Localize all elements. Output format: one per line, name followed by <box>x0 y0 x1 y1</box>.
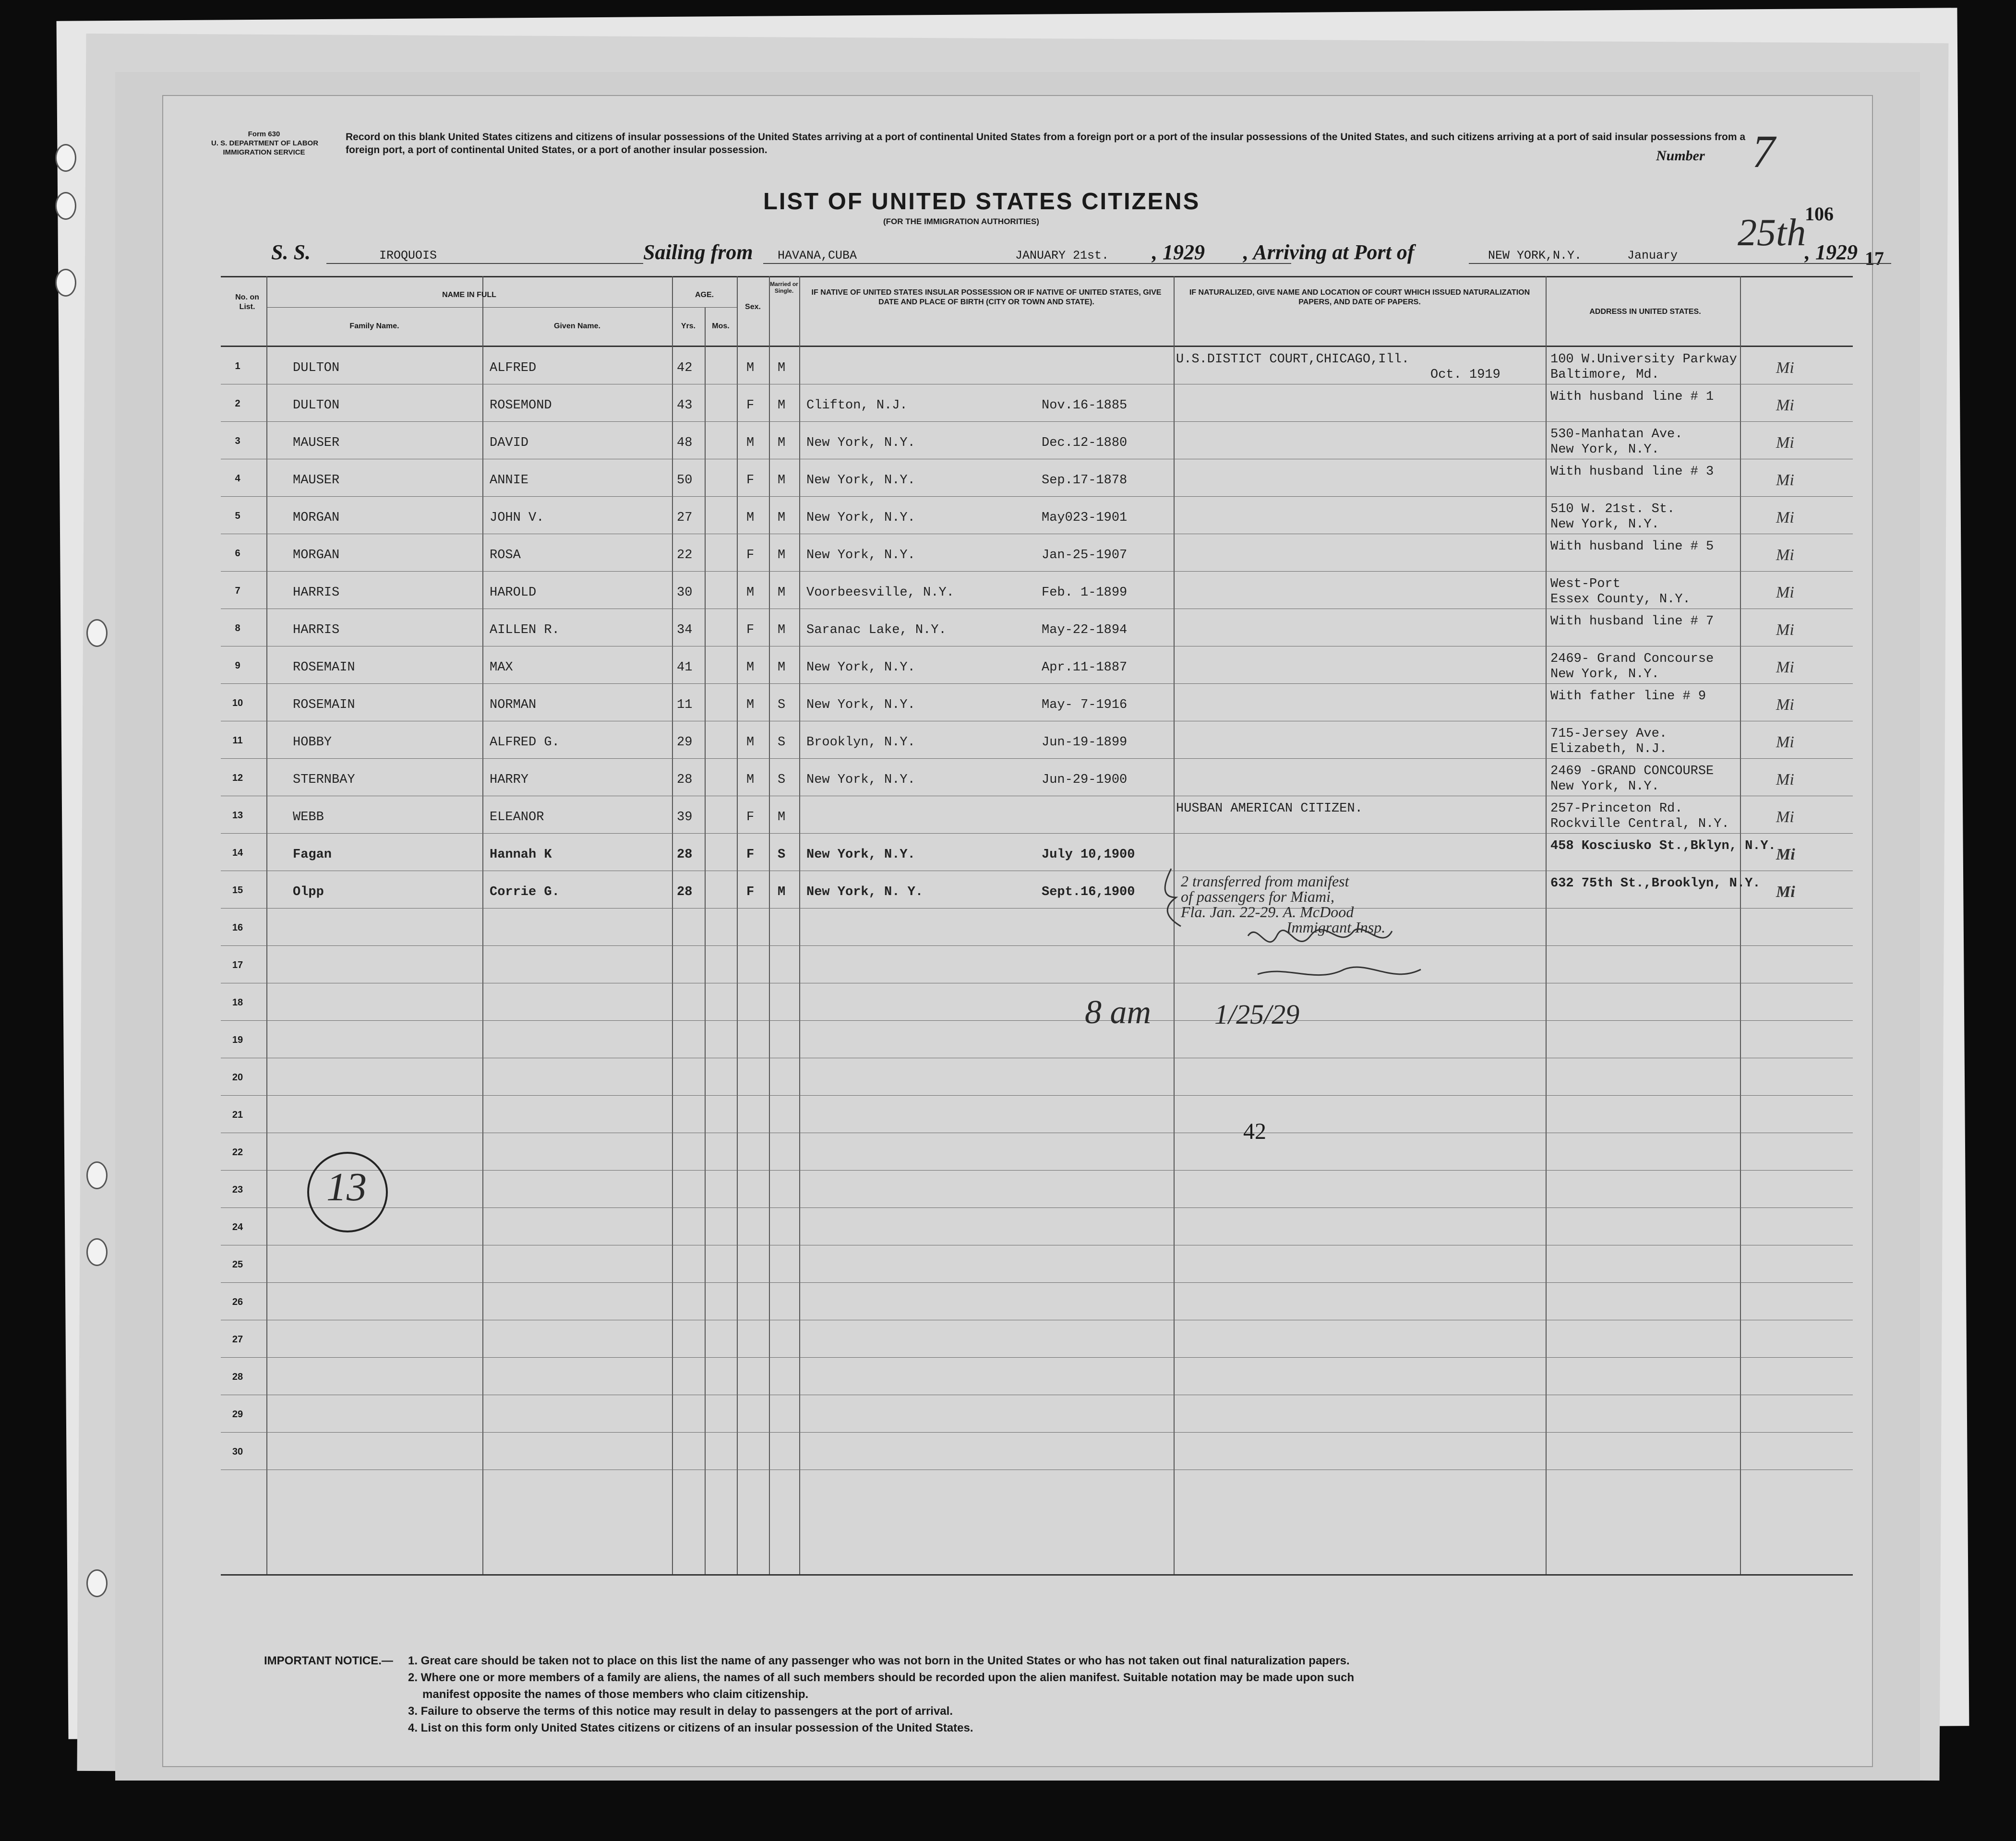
cell-addr1: 632 75th St.,Brooklyn, N.Y. <box>1550 876 1761 891</box>
cell-family: DULTON <box>293 398 340 413</box>
cell-age: 50 <box>677 473 693 488</box>
edge-number: 17 <box>1865 248 1884 269</box>
arriving-month: January <box>1627 249 1678 263</box>
cell-no: 6 <box>235 548 240 559</box>
cell-no: 10 <box>232 698 243 708</box>
cell-mark: Mi <box>1776 846 1795 863</box>
cell-addr2: Rockville Central, N.Y. <box>1550 817 1729 831</box>
sailing-date: JANUARY 21st. <box>1015 249 1109 263</box>
cell-no: 15 <box>232 885 243 896</box>
empty-row-number: 18 <box>232 997 243 1008</box>
empty-row-number: 27 <box>232 1334 243 1345</box>
center-number: 42 <box>1243 1119 1266 1144</box>
cell-age: 29 <box>677 735 693 750</box>
notice-item: manifest opposite the names of those members who claim citizenship. <box>422 1688 809 1701</box>
cell-age: 30 <box>677 586 693 600</box>
empty-row-number: 28 <box>232 1372 243 1382</box>
cell-place: New York, N.Y. <box>806 660 915 675</box>
cell-addr1: With husband line # 5 <box>1550 539 1714 554</box>
cell-mark: Mi <box>1776 658 1794 676</box>
cell-mark: Mi <box>1776 509 1794 526</box>
empty-row-number: 24 <box>232 1222 243 1232</box>
cell-ms: M <box>778 885 786 899</box>
department: U. S. DEPARTMENT OF LABOR <box>211 139 319 147</box>
table-bottom-border <box>221 1574 1853 1576</box>
cell-place: New York, N.Y. <box>806 473 915 488</box>
binder-hole <box>55 192 76 220</box>
notice-item: 2. Where one or more members of a family are aliens, the names of all such members should be recorded upon the alien manifest. Suitable notation may be made upon such <box>408 1671 1355 1684</box>
row-rule <box>221 833 1853 834</box>
row-rule <box>221 1095 1853 1096</box>
cell-date: Feb. 1-1899 <box>1042 586 1128 600</box>
cell-date: May- 7-1916 <box>1042 698 1128 712</box>
col-header-age: AGE. <box>695 291 714 299</box>
cell-mark: Mi <box>1776 733 1794 751</box>
cell-mark: Mi <box>1776 546 1794 564</box>
cell-date: Jun-29-1900 <box>1042 773 1128 787</box>
date-note: 1/25/29 <box>1214 999 1300 1030</box>
cell-age: 41 <box>677 660 693 675</box>
cell-sex: M <box>746 660 755 675</box>
cell-age: 22 <box>677 548 693 562</box>
cell-given: MAX <box>490 660 513 675</box>
cell-family: DULTON <box>293 361 340 375</box>
cell-ms: S <box>778 848 786 862</box>
cell-age: 11 <box>677 698 693 712</box>
cell-no: 7 <box>235 586 240 596</box>
ship-name: IROQUOIS <box>379 249 437 263</box>
cell-ms: S <box>778 773 786 787</box>
sailing-underline <box>763 263 1291 264</box>
row-rule <box>221 1282 1853 1283</box>
cell-place: New York, N.Y. <box>806 773 915 787</box>
cell-given: NORMAN <box>490 698 537 712</box>
cell-mark: Mi <box>1776 621 1794 639</box>
cell-family: Fagan <box>293 848 332 862</box>
cell-nat2: Oct. 1919 <box>1430 368 1500 382</box>
row-rule <box>221 1020 1853 1021</box>
cell-age: 28 <box>677 848 693 862</box>
ss-label: S. S. <box>271 240 311 264</box>
col-header-mos: Mos. <box>712 322 730 330</box>
col-header-native: IF NATIVE OF UNITED STATES INSULAR POSSESSION OR IF NATIVE OF UNITED STATES, GIVE DATE AND PLACE OF BIRTH (CITY OR TOWN AND STATE). <box>811 288 1162 306</box>
binder-hole <box>86 1161 108 1189</box>
cell-mark: Mi <box>1776 434 1794 452</box>
cell-sex: M <box>746 773 755 787</box>
cell-addr1: 257-Princeton Rd. <box>1550 801 1683 816</box>
cell-nat1: HUSBAN AMERICAN CITIZEN. <box>1176 801 1363 816</box>
cell-addr1: With husband line # 1 <box>1550 390 1714 404</box>
cell-given: Corrie G. <box>490 885 560 899</box>
arriving-day: 25th <box>1738 212 1806 254</box>
cell-addr1: 715-Jersey Ave. <box>1550 727 1668 741</box>
cell-family: HARRIS <box>293 623 340 637</box>
transfer-note-line: 2 transferred from manifest <box>1181 873 1349 890</box>
col-header-sex: Sex. <box>745 303 761 311</box>
cell-addr2: New York, N.Y. <box>1550 517 1659 532</box>
cell-family: HOBBY <box>293 735 332 750</box>
cell-age: 28 <box>677 885 693 899</box>
row-rule <box>221 1170 1853 1171</box>
cell-addr1: 510 W. 21st. St. <box>1550 502 1675 516</box>
cell-place: New York, N.Y. <box>806 848 915 862</box>
empty-row-number: 29 <box>232 1409 243 1420</box>
cell-given: ROSA <box>490 548 521 562</box>
cell-family: MAUSER <box>293 473 340 488</box>
empty-row-number: 19 <box>232 1035 243 1045</box>
transfer-note-line: Immigrant Insp. <box>1286 919 1386 936</box>
record-instructions: Record on this blank United States citizens and citizens of insular possessions of the United States arriving at a port of continental United States from a foreign port or a port of the insular possessions of the United States, and such citizens arriving at a port of said insular possessions from a foreign port, a port of continental United States, or a port of another insular possession. <box>346 132 1746 155</box>
cell-family: HARRIS <box>293 586 340 600</box>
cell-addr2: Elizabeth, N.J. <box>1550 742 1668 756</box>
row-rule <box>221 1357 1853 1358</box>
cell-mark: Mi <box>1776 471 1794 489</box>
cell-addr1: 2469- Grand Concourse <box>1550 652 1714 666</box>
cell-addr2: Baltimore, Md. <box>1550 368 1659 382</box>
cell-place: New York, N.Y. <box>806 436 915 450</box>
cell-family: STERNBAY <box>293 773 355 787</box>
number-label: Number <box>1656 148 1705 164</box>
empty-row-number: 21 <box>232 1110 243 1120</box>
cell-place: Saranac Lake, N.Y. <box>806 623 947 637</box>
row-rule <box>221 1207 1853 1208</box>
cell-addr1: With husband line # 3 <box>1550 465 1714 479</box>
col-header-married: Married or Single. <box>770 281 798 294</box>
cell-no: 9 <box>235 660 240 671</box>
row-rule <box>221 683 1853 684</box>
col-header-name: NAME IN FULL <box>442 291 496 299</box>
row-rule <box>221 758 1853 759</box>
cell-nat1: U.S.DISTICT COURT,CHICAGO,Ill. <box>1176 352 1410 367</box>
cell-sex: M <box>746 735 755 750</box>
cell-addr1: 100 W.University Parkway <box>1550 352 1737 367</box>
year-arriving: , 1929 <box>1805 240 1858 264</box>
transfer-note-line: of passengers for Miami, <box>1181 888 1334 905</box>
notice-item: 1. Great care should be taken not to place on this list the name of any passenger who was not born in the United States or who has not taken out final naturalization papers. <box>408 1654 1350 1667</box>
cell-no: 3 <box>235 436 240 446</box>
circled-number: 13 <box>326 1165 367 1209</box>
col-header-address: ADDRESS IN UNITED STATES. <box>1589 308 1701 316</box>
cell-date: Nov.16-1885 <box>1042 398 1128 413</box>
cell-age: 43 <box>677 398 693 413</box>
cell-sex: F <box>746 398 755 413</box>
cell-addr1: 530-Manhatan Ave. <box>1550 427 1683 442</box>
cell-sex: F <box>746 623 755 637</box>
row-rule <box>221 571 1853 572</box>
service: IMMIGRATION SERVICE <box>223 148 305 156</box>
cell-sex: M <box>746 436 755 450</box>
cell-addr1: With father line # 9 <box>1550 689 1706 704</box>
cell-age: 39 <box>677 810 693 825</box>
cell-place: New York, N.Y. <box>806 698 915 712</box>
cell-sex: M <box>746 361 755 375</box>
empty-row-number: 25 <box>232 1259 243 1270</box>
row-rule <box>221 1432 1853 1433</box>
cell-family: MAUSER <box>293 436 340 450</box>
cell-addr2: New York, N.Y. <box>1550 779 1659 794</box>
cell-no: 13 <box>232 810 243 821</box>
cell-ms: M <box>778 398 786 413</box>
cell-mark: Mi <box>1776 584 1794 601</box>
signature-scrawl <box>1162 864 1738 998</box>
cell-date: July 10,1900 <box>1042 848 1135 862</box>
sailing-label: Sailing from <box>643 240 753 264</box>
cell-family: ROSEMAIN <box>293 698 355 712</box>
cell-date: Apr.11-1887 <box>1042 660 1128 675</box>
cell-given: ELEANOR <box>490 810 544 825</box>
cell-age: 48 <box>677 436 693 450</box>
cell-date: Sep.17-1878 <box>1042 473 1128 488</box>
cell-addr1: 2469 -GRAND CONCOURSE <box>1550 764 1714 778</box>
cell-addr2: Essex County, N.Y. <box>1550 592 1691 607</box>
cell-ms: M <box>778 511 786 525</box>
cell-no: 5 <box>235 511 240 521</box>
cell-addr1: West-Port <box>1550 577 1620 591</box>
col-header-naturalized: IF NATURALIZED, GIVE NAME AND LOCATION OF COURT WHICH ISSUED NATURALIZATION PAPERS, AND DATE OF PAPERS. <box>1189 288 1530 306</box>
cell-date: Sept.16,1900 <box>1042 885 1135 899</box>
row-rule <box>221 421 1853 422</box>
col-header-given: Given Name. <box>554 322 600 330</box>
cell-age: 34 <box>677 623 693 637</box>
manifest-form <box>163 96 1884 1766</box>
cell-sex: M <box>746 511 755 525</box>
arriving-port: NEW YORK,N.Y. <box>1488 249 1582 263</box>
year-sailing: , 1929 <box>1152 240 1205 264</box>
cell-given: ROSEMOND <box>490 398 552 413</box>
cell-mark: Mi <box>1776 883 1795 901</box>
page-number: 106 <box>1805 203 1834 225</box>
col-header-family: Family Name. <box>349 322 399 330</box>
cell-date: Jan-25-1907 <box>1042 548 1128 562</box>
cell-sex: F <box>746 885 755 899</box>
form-title: LIST OF UNITED STATES CITIZENS <box>763 189 1200 215</box>
cell-sex: F <box>746 548 755 562</box>
sailing-from: HAVANA,CUBA <box>778 249 857 263</box>
cell-ms: M <box>778 473 786 488</box>
row-rule <box>221 496 1853 497</box>
empty-row-number: 20 <box>232 1072 243 1083</box>
notice-item: 3. Failure to observe the terms of this notice may result in delay to passengers at the port of arrival. <box>408 1705 953 1718</box>
form-subtitle: (FOR THE IMMIGRATION AUTHORITIES) <box>883 217 1039 226</box>
binder-hole <box>86 619 108 647</box>
cell-place: Brooklyn, N.Y. <box>806 735 915 750</box>
binder-hole <box>86 1238 108 1266</box>
cell-sex: F <box>746 848 755 862</box>
cell-addr2: New York, N.Y. <box>1550 667 1659 681</box>
cell-family: ROSEMAIN <box>293 660 355 675</box>
cell-sex: M <box>746 698 755 712</box>
cell-ms: S <box>778 698 786 712</box>
cell-mark: Mi <box>1776 359 1794 377</box>
header-bottom-border <box>221 346 1853 347</box>
cell-mark: Mi <box>1776 808 1794 826</box>
empty-row-number: 30 <box>232 1446 243 1457</box>
cell-family: Olpp <box>293 885 324 899</box>
cell-place: New York, N. Y. <box>806 885 924 899</box>
empty-row-number: 22 <box>232 1147 243 1158</box>
cell-given: HAROLD <box>490 586 537 600</box>
binder-hole <box>55 269 76 297</box>
empty-row-number: 26 <box>232 1297 243 1307</box>
cell-no: 11 <box>232 735 243 746</box>
cell-age: 42 <box>677 361 693 375</box>
cell-given: AILLEN R. <box>490 623 560 637</box>
cell-no: 1 <box>235 361 240 371</box>
cell-sex: F <box>746 810 755 825</box>
cell-no: 12 <box>232 773 243 783</box>
empty-row-number: 16 <box>232 922 243 933</box>
cell-date: Dec.12-1880 <box>1042 436 1128 450</box>
cell-sex: F <box>746 473 755 488</box>
form-number: Form 630 <box>248 130 280 138</box>
number-value: 7 <box>1752 126 1775 177</box>
cell-place: Voorbeesville, N.Y. <box>806 586 954 600</box>
ship-underline <box>326 263 643 264</box>
arriving-label: , Arriving at Port of <box>1243 240 1415 264</box>
cell-place: New York, N.Y. <box>806 511 915 525</box>
cell-given: DAVID <box>490 436 529 450</box>
binder-hole <box>55 144 76 172</box>
cell-age: 27 <box>677 511 693 525</box>
cell-ms: M <box>778 623 786 637</box>
transfer-note-line: Fla. Jan. 22-29. A. McDood <box>1181 903 1354 920</box>
col-header-no: No. on List. <box>235 293 259 311</box>
cell-age: 28 <box>677 773 693 787</box>
cell-no: 4 <box>235 473 240 484</box>
cell-family: MORGAN <box>293 511 340 525</box>
form-info <box>211 130 317 157</box>
cell-addr2: New York, N.Y. <box>1550 442 1659 457</box>
cell-given: ALFRED <box>490 361 537 375</box>
empty-row-number: 17 <box>232 960 243 970</box>
cell-given: ALFRED G. <box>490 735 560 750</box>
cell-given: Hannah K <box>490 848 552 862</box>
cell-ms: M <box>778 548 786 562</box>
cell-mark: Mi <box>1776 771 1794 789</box>
cell-ms: M <box>778 660 786 675</box>
col-header-yrs: Yrs. <box>681 322 696 330</box>
cell-mark: Mi <box>1776 396 1794 414</box>
cell-ms: M <box>778 810 786 825</box>
cell-ms: M <box>778 436 786 450</box>
cell-given: ANNIE <box>490 473 529 488</box>
cell-sex: M <box>746 586 755 600</box>
cell-ms: M <box>778 361 786 375</box>
cell-given: JOHN V. <box>490 511 544 525</box>
cell-addr1: 458 Kosciusko St.,Bklyn, N.Y. <box>1550 839 1776 853</box>
time-note: 8 am <box>1085 994 1152 1031</box>
cell-no: 8 <box>235 623 240 634</box>
cell-no: 2 <box>235 398 240 409</box>
cell-family: MORGAN <box>293 548 340 562</box>
cell-no: 14 <box>232 848 243 858</box>
cell-addr1: With husband line # 7 <box>1550 614 1714 629</box>
binder-hole <box>86 1569 108 1597</box>
cell-date: May023-1901 <box>1042 511 1128 525</box>
cell-ms: S <box>778 735 786 750</box>
cell-place: New York, N.Y. <box>806 548 915 562</box>
cell-date: May-22-1894 <box>1042 623 1128 637</box>
cell-ms: M <box>778 586 786 600</box>
cell-mark: Mi <box>1776 696 1794 714</box>
cell-place: Clifton, N.J. <box>806 398 908 413</box>
empty-row-number: 23 <box>232 1184 243 1195</box>
notice-item: 4. List on this form only United States citizens or citizens of an insular possession of the United States. <box>408 1721 973 1734</box>
cell-family: WEBB <box>293 810 324 825</box>
table-top-border <box>221 276 1853 277</box>
cell-given: HARRY <box>490 773 529 787</box>
cell-date: Jun-19-1899 <box>1042 735 1128 750</box>
notice-heading: IMPORTANT NOTICE.— <box>264 1654 393 1667</box>
